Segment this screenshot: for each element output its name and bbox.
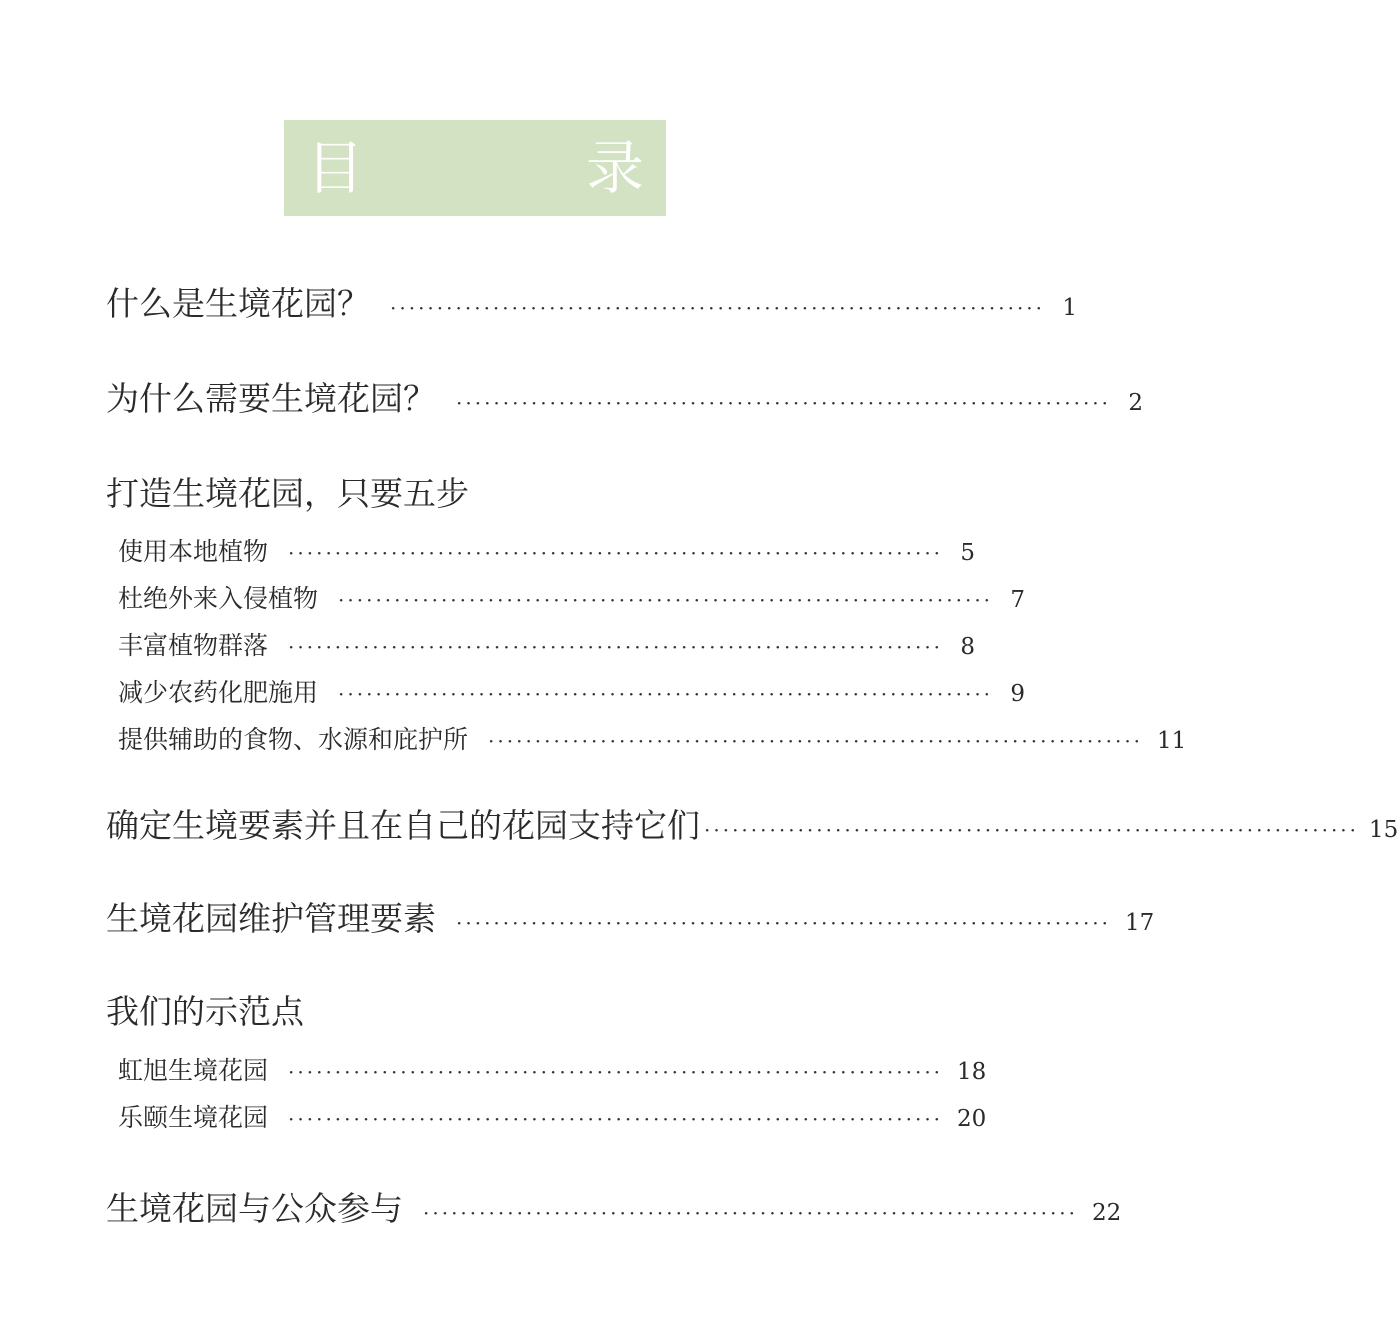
toc-entry[interactable] — [106, 800, 1398, 847]
toc-subentry-label: 使用本地植物 — [118, 537, 269, 566]
toc-subentry-label: 杜绝外来入侵植物 — [118, 584, 319, 613]
toc-section-heading[interactable]: 我们的示范点 — [106, 992, 304, 1031]
toc-entry-page: 22 — [1092, 1200, 1122, 1226]
toc-subentry-label: 减少农药化肥施用 — [118, 678, 319, 707]
toc-entry-label: 生境花园与公众参与 — [106, 1189, 403, 1228]
leader-dots: ······································································ — [338, 682, 994, 706]
toc-entry-label: 什么是生境花园？ — [106, 284, 370, 323]
toc-subentry-page: 11 — [1157, 728, 1187, 754]
leader-dots: ······································································ — [390, 296, 1046, 320]
toc-entry-label: 为什么需要生境花园？ — [106, 379, 436, 418]
toc-subentry-page: 18 — [957, 1059, 987, 1085]
leader-dots: ······································································ — [288, 541, 944, 565]
toc-entry[interactable] — [106, 373, 1144, 420]
toc-entry-page: 17 — [1125, 910, 1155, 936]
toc-subentry-label: 虹旭生境花园 — [118, 1056, 269, 1085]
toc-entry[interactable] — [106, 893, 1155, 940]
leader-dots: ······································································ — [488, 729, 1144, 753]
leader-dots: ······································································ — [423, 1201, 1079, 1225]
leader-dots: ······································································ — [288, 1107, 944, 1131]
toc-title: 目 录 — [305, 134, 726, 202]
toc-subentry[interactable] — [118, 532, 976, 568]
toc-subentry[interactable] — [118, 673, 1026, 709]
toc-title-banner — [284, 120, 726, 216]
toc-entry[interactable] — [106, 278, 1078, 325]
toc-entry-page: 1 — [1062, 295, 1078, 321]
toc-subentry-page: 9 — [1010, 681, 1026, 707]
leader-dots: ······································································ — [704, 818, 1360, 842]
leader-dots: ······································································ — [456, 911, 1112, 935]
toc-entry-label: 确定生境要素并且在自己的花园支持它们 — [106, 806, 700, 845]
leader-dots: ······································································ — [288, 635, 944, 659]
toc-subentry[interactable] — [118, 1098, 987, 1134]
toc-entry-label: 生境花园维护管理要素 — [106, 899, 436, 938]
toc-subentry-page: 8 — [960, 634, 976, 660]
toc-entry-page: 15 — [1369, 817, 1398, 843]
leader-dots: ······································································ — [456, 391, 1112, 415]
toc-subentry-label: 乐颐生境花园 — [118, 1103, 269, 1132]
leader-dots: ······································································ — [338, 588, 994, 612]
toc-subentry-page: 20 — [957, 1106, 987, 1132]
toc-entry-page: 2 — [1128, 390, 1144, 416]
toc-subentry-page: 5 — [960, 540, 976, 566]
toc-section-heading[interactable]: 打造生境花园，只要五步 — [106, 474, 469, 513]
toc-entry[interactable] — [106, 1183, 1122, 1230]
toc-subentry-page: 7 — [1010, 587, 1026, 613]
toc-subentry[interactable] — [118, 626, 976, 662]
toc-subentry[interactable] — [118, 1051, 987, 1087]
toc-subentry[interactable] — [118, 720, 1187, 756]
toc-subentry-label: 丰富植物群落 — [118, 631, 269, 660]
leader-dots: ······································································ — [288, 1060, 944, 1084]
toc-subentry-label: 提供辅助的食物、水源和庇护所 — [118, 725, 469, 754]
toc-subentry[interactable] — [118, 579, 1026, 615]
